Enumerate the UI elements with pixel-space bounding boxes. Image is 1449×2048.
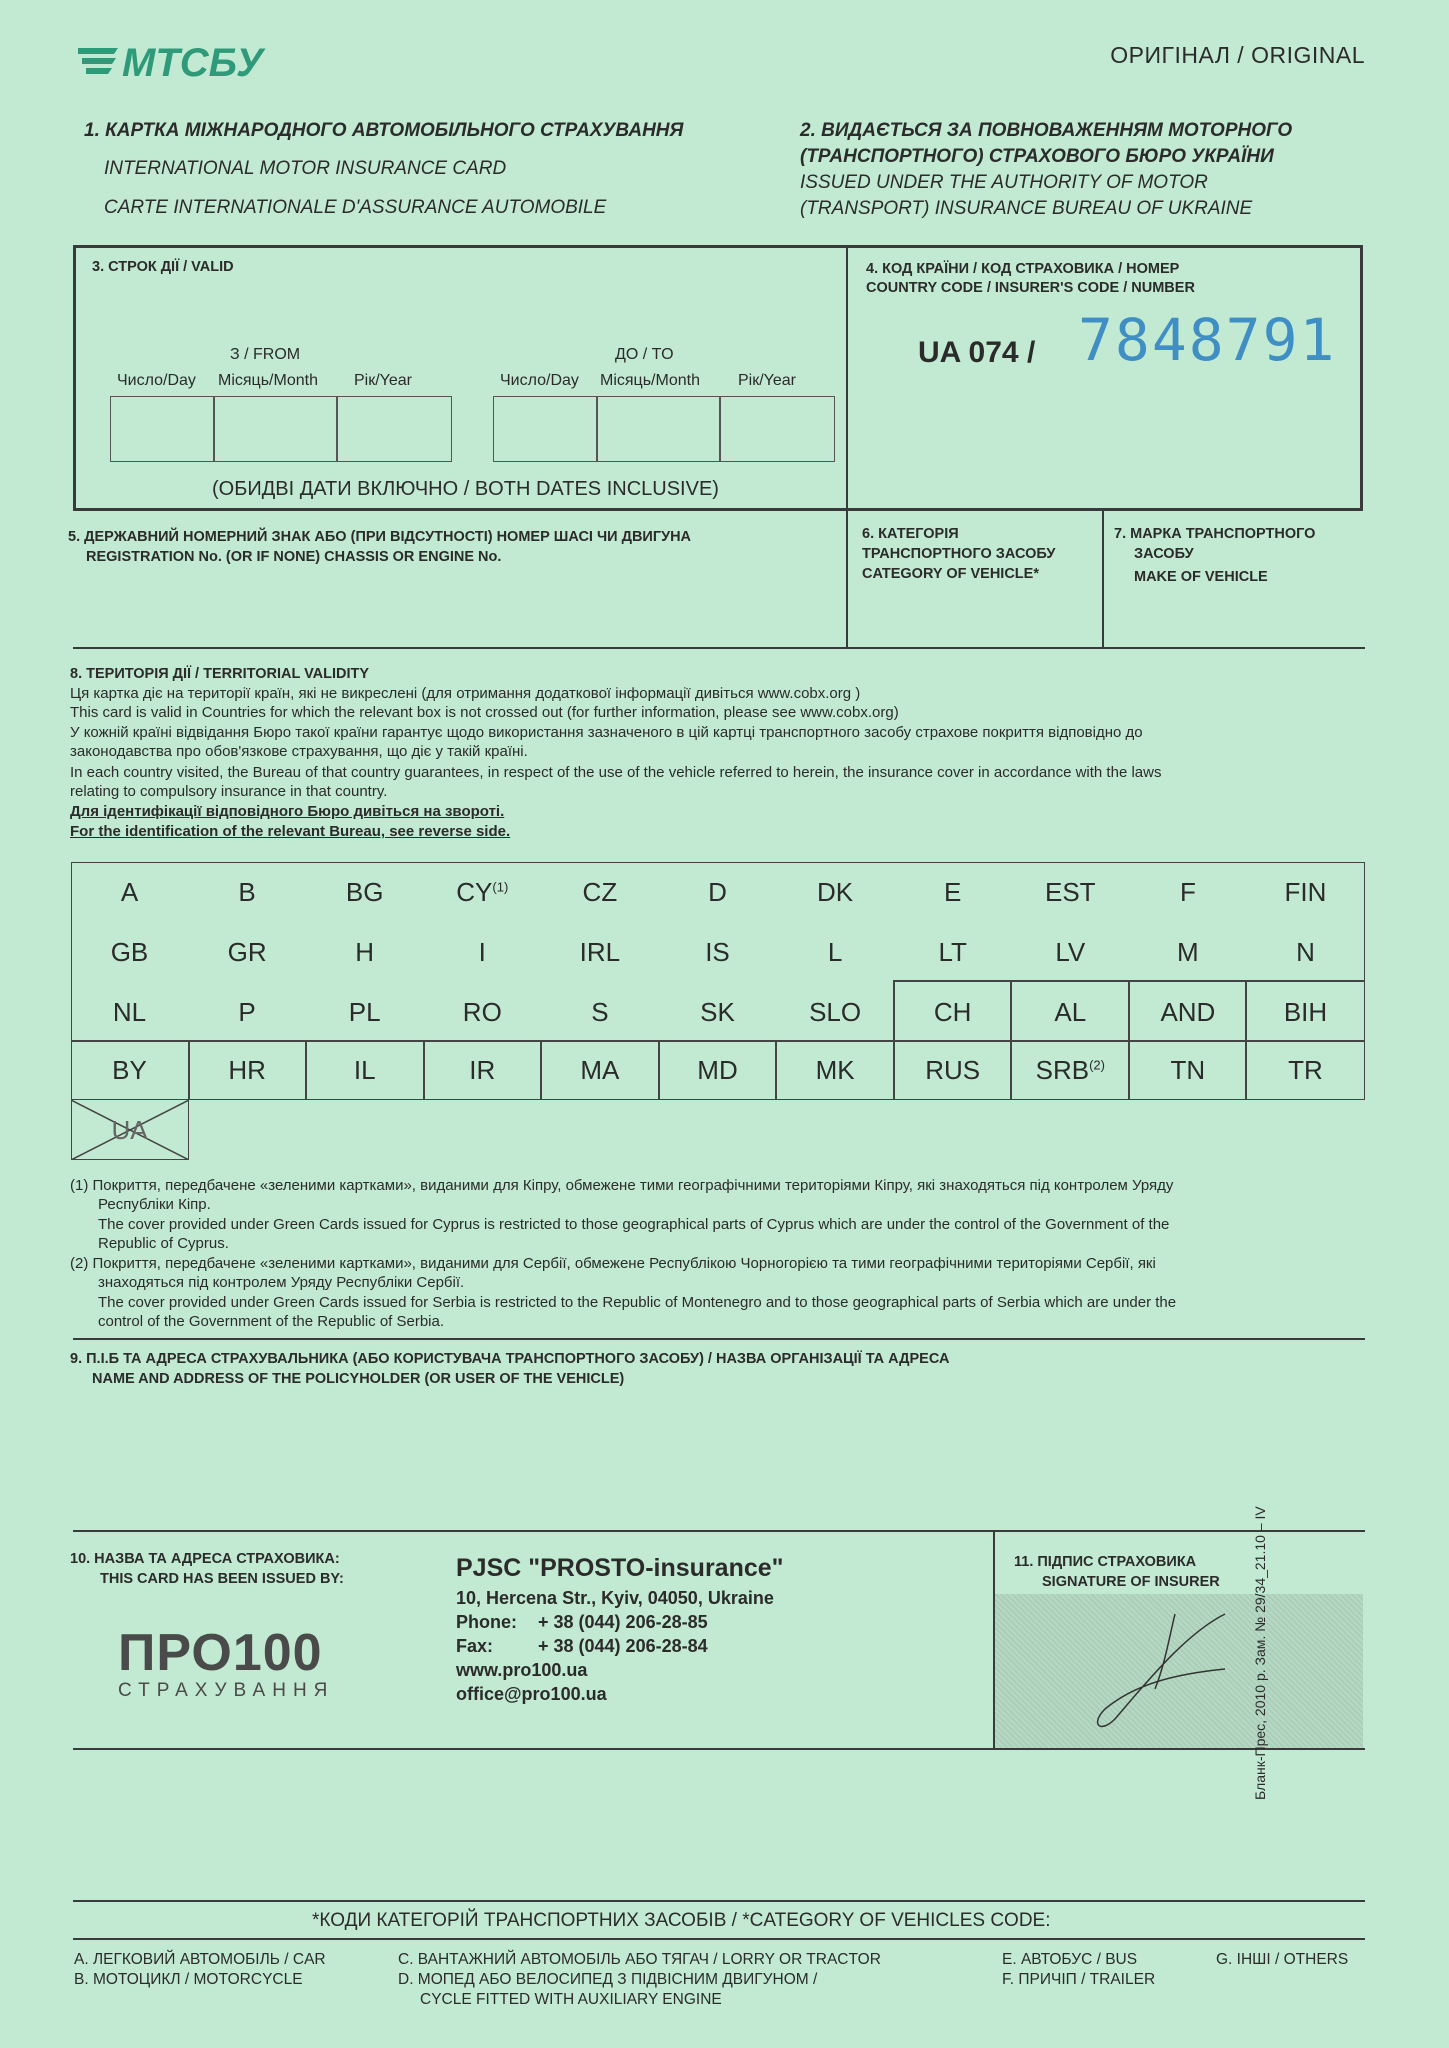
section1-title-ua: 1. КАРТКА МІЖНАРОДНОГО АВТОМОБІЛЬНОГО СТРАХУВАННЯ [84,120,684,141]
country-d: D [708,877,727,907]
company-website: www.pro100.ua [456,1660,588,1680]
section8-p3: У кожній країні відвідання Бюро такої країни гарантує щодо використання зазначеного в цій картці транспортного засобу страхове покриття відповідно до [70,724,1143,741]
phone-value: + 38 (044) 206-28-85 [538,1612,708,1632]
from-label: З / FROM [230,346,301,363]
country-lt: LT [938,937,967,967]
to-month-field[interactable] [596,396,721,462]
section8-p2: This card is valid in Countries for which the relevant box is not crossed out (for further information, please see www.cobx.org) [70,704,899,721]
country-dk: DK [817,877,854,907]
phone-label: Phone: [456,1612,517,1632]
country-pl: PL [348,997,381,1027]
country-ma: MA [580,1055,620,1085]
country-ua: UA [111,1115,148,1145]
section8-p5: In each country visited, the Bureau of that country guarantees, in respect of the use of the vehicle referred to herein, the insurance cover in accordance with the laws [70,764,1162,781]
section8-underline2: For the identification of the relevant Bureau, see reverse side. [70,823,511,840]
category-d-line2: CYCLE FITTED WITH AUXILIARY ENGINE [420,1991,722,2008]
company-email: office@pro100.ua [456,1684,607,1704]
fax-label: Fax: [456,1636,494,1656]
to-month-label: Місяць/Month [600,372,700,389]
country-a: A [120,877,139,907]
section6-line3: CATEGORY OF VEHICLE* [862,566,1039,582]
section7-line2: ЗАСОБУ [1134,546,1194,562]
country-ir: IR [469,1055,496,1085]
category-f: F. ПРИЧІП / TRAILER [1002,1971,1156,1988]
pro100-logo-sub: СТРАХУВАННЯ [118,1680,335,1701]
country-srb: SRB$^{(2)}$ [1035,1055,1105,1085]
country-md: MD [697,1055,738,1085]
country-s: S [591,997,609,1027]
section11-line2: SIGNATURE OF INSURER [1042,1574,1220,1590]
section5-line1: 5. ДЕРЖАВНИЙ НОМЕРНИЙ ЗНАК АБО (ПРИ ВІДСУТНОСТІ) НОМЕР ШАСІ ЧИ ДВИГУНА [68,529,692,545]
logo-text: МТСБУ [122,41,264,85]
note1-line3: The cover provided under Green Cards issued for Cyprus is restricted to those geographical parts of Cyprus which are under the control of the Government of the [98,1216,1170,1233]
country-tr: TR [1288,1055,1323,1085]
to-label: ДО / TO [615,346,674,363]
section8-p6: relating to compulsory insurance in that country. [70,783,388,800]
section8-label: 8. ТЕРИТОРІЯ ДІЇ / TERRITORIAL VALIDITY [70,666,370,682]
pro100-logo-main: ПРО100 [118,1624,323,1682]
card-number: 7848791 [1078,306,1337,374]
footnote-marker: (2) [1089,1057,1105,1073]
category-a: A. ЛЕГКОВИЙ АВТОМОБІЛЬ / CAR [74,1951,326,1968]
section2-line2: (ТРАНСПОРТНОГО) СТРАХОВОГО БЮРО УКРАЇНИ [800,146,1274,167]
country-tn: TN [1170,1055,1206,1085]
section11-line1: 11. ПІДПИС СТРАХОВИКА [1014,1554,1197,1570]
note2-line2: знаходяться під контролем Уряду Республіки Сербії. [98,1274,465,1291]
note2-line4: control of the Government of the Republic of Serbia. [98,1313,445,1330]
section2-line1: 2. ВИДАЄТЬСЯ ЗА ПОВНОВАЖЕННЯМ МОТОРНОГО [800,120,1293,141]
country-irl: IRL [579,937,621,967]
country-and: AND [1160,997,1216,1027]
section1-title-en: INTERNATIONAL MOTOR INSURANCE CARD [104,158,507,179]
country-bg: BG [345,877,384,907]
section10-line2: THIS CARD HAS BEEN ISSUED BY: [100,1571,344,1587]
fax-value: + 38 (044) 206-28-84 [538,1636,708,1656]
note1-line2: Республіки Кіпр. [98,1196,211,1213]
section6-line1: 6. КАТЕГОРІЯ [862,526,959,542]
country-insurer-code: UA 074 / [918,336,1036,369]
country-gb: GB [110,937,149,967]
section9-line1: 9. П.І.Б ТА АДРЕСА СТРАХУВАЛЬНИКА (АБО КОРИСТУВАЧА ТРАНСПОРТНОГО ЗАСОБУ) / НАЗВА ОРГАНІЗАЦІЇ ТА АДРЕСА [70,1351,950,1367]
category-codes-title: *КОДИ КАТЕГОРІЙ ТРАНСПОРТНИХ ЗАСОБІВ / *CATEGORY OF VEHICLES CODE: [312,1910,1051,1931]
note2-line3: The cover provided under Green Cards issued for Serbia is restricted to the Republic of Montenegro and to those geographical parts of Serbia which are under the [98,1294,1177,1311]
from-day-label: Число/Day [117,372,196,389]
country-is: IS [705,937,730,967]
country-m: M [1177,937,1199,967]
mtsbu-logo [78,40,288,86]
country-slo: SLO [809,997,862,1027]
section10-line1: 10. НАЗВА ТА АДРЕСА СТРАХОВИКА: [70,1551,340,1567]
section1-title-fr: CARTE INTERNATIONALE D'ASSURANCE AUTOMOBILE [104,197,607,218]
category-g: G. ІНШІ / OTHERS [1216,1951,1349,1968]
country-bih: BIH [1283,997,1328,1027]
from-year-field[interactable] [336,396,452,462]
section8-underline1: Для ідентифікації відповідного Бюро дивіться на звороті. [70,803,505,820]
section8-p4: законодавства про обов'язкове страхування, що діє у такій країні. [70,743,528,760]
country-mk: MK [815,1055,855,1085]
footnote-marker: (1) [492,879,509,895]
section7-line3: MAKE OF VEHICLE [1134,569,1268,585]
country-l: L [827,937,843,967]
country-rus: RUS [925,1055,981,1085]
category-b: B. МОТОЦИКЛ / MOTORCYCLE [74,1971,303,1988]
print-info: Бланк-Прес, 2010 р. Зам. № 29/34_21.10 – IV [1252,1506,1268,1800]
section2-line4: (TRANSPORT) INSURANCE BUREAU OF UKRAINE [800,198,1253,219]
pro100-logo [118,1626,378,1702]
signature-area [995,1594,1363,1748]
country-al: AL [1054,997,1087,1027]
note1-line4: Republic of Cyprus. [98,1235,229,1252]
country-hr: HR [228,1055,266,1085]
category-e: E. АВТОБУС / BUS [1002,1951,1138,1968]
country-ro: RO [462,997,502,1027]
country-sk: SK [700,997,735,1027]
section3-label: 3. СТРОК ДІЇ / VALID [92,259,234,275]
country-gr: GR [227,937,267,967]
country-h: H [355,937,375,967]
to-day-field[interactable] [493,396,598,462]
from-month-field[interactable] [213,396,338,462]
category-c: C. ВАНТАЖНИЙ АВТОМОБІЛЬ АБО ТЯГАЧ / LORRY OR TRACTOR [398,1951,881,1968]
category-d-line1: D. МОПЕД АБО ВЕЛОСИПЕД З ПІДВІСНИМ ДВИГУНОМ / [398,1971,818,1988]
note1-line1: (1) Покриття, передбачене «зеленими картками», виданими для Кіпру, обмежене тими географічними територіями Кіпру, які знаходяться під контролем Уряду [70,1177,1174,1194]
country-f: F [1179,877,1196,907]
to-year-label: Рік/Year [738,372,796,389]
country-cy: CY$^{(1)}$ [456,877,509,907]
section8-p1: Ця картка діє на території країн, які не викреслені (для отримання додаткової інформації дивіться www.cobx.org ) [70,685,861,702]
company-address: 10, Hercena Str., Kyiv, 04050, Ukraine [456,1588,774,1608]
section6-line2: ТРАНСПОРТНОГО ЗАСОБУ [862,546,1056,562]
from-day-field[interactable] [110,396,215,462]
country-fin: FIN [1284,877,1327,907]
to-day-label: Число/Day [500,372,579,389]
both-dates-inclusive: (ОБИДВІ ДАТИ ВКЛЮЧНО / BOTH DATES INCLUSIVE) [212,478,719,500]
country-b: B [238,877,256,907]
section7-line1: 7. МАРКА ТРАНСПОРТНОГО [1114,526,1316,542]
from-year-label: Рік/Year [354,372,412,389]
section4-label1: 4. КОД КРАЇНИ / КОД СТРАХОВИКА / НОМЕР [866,261,1180,277]
original-label: ОРИГІНАЛ / ORIGINAL [1110,42,1365,68]
country-by: BY [112,1055,147,1085]
country-p: P [238,997,256,1027]
country-e: E [944,877,962,907]
country-i: I [478,937,486,967]
country-cz: CZ [582,877,618,907]
from-month-label: Місяць/Month [218,372,318,389]
country-il: IL [353,1055,376,1085]
country-nl: NL [112,997,147,1027]
company-name: PJSC "PROSTO-insurance" [456,1554,784,1582]
section9-line2: NAME AND ADDRESS OF THE POLICYHOLDER (OR USER OF THE VEHICLE) [92,1371,625,1387]
section2-line3: ISSUED UNDER THE AUTHORITY OF MOTOR [800,172,1208,193]
country-n: N [1296,937,1315,967]
signature-scribble [995,1594,1363,1748]
country-est: EST [1045,877,1096,907]
country-lv: LV [1055,937,1086,967]
note2-line1: (2) Покриття, передбачене «зеленими картками», виданими для Сербії, обмежене Республікою Чорногорією та тими географічними територіями Сербії, які [70,1255,1156,1272]
country-ch: CH [933,997,972,1027]
section5-line2: REGISTRATION No. (OR IF NONE) CHASSIS OR ENGINE No. [86,549,502,565]
section4-label2: COUNTRY CODE / INSURER'S CODE / NUMBER [866,280,1195,296]
to-year-field[interactable] [719,396,835,462]
